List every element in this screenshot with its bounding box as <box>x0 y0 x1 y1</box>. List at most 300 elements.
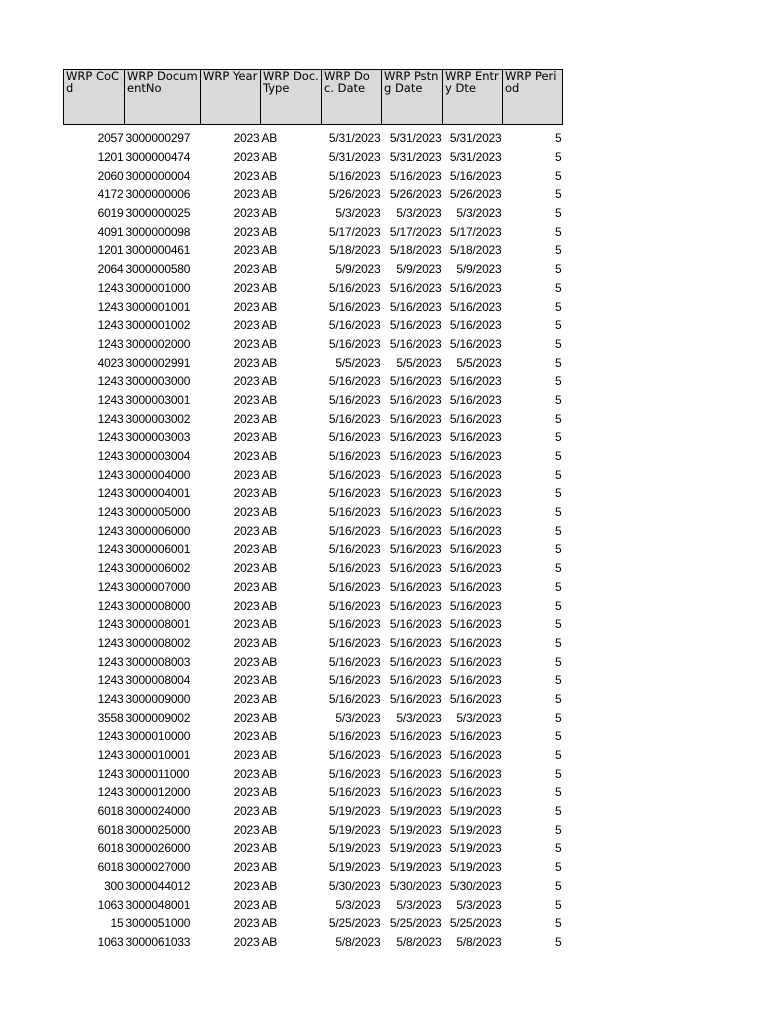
cell-period: 5 <box>555 523 562 538</box>
cell-cocd: 4023 <box>97 355 124 370</box>
cell-period: 5 <box>555 206 562 221</box>
cell-posting-date: 5/16/2023 <box>389 654 442 669</box>
cell-document-no: 3000000004 <box>125 168 191 183</box>
cell-doc-type: AB <box>261 934 278 949</box>
cell-doc-type: AB <box>261 561 278 576</box>
cell-doc-type: AB <box>261 168 278 183</box>
cell-entry-date: 5/30/2023 <box>449 878 502 893</box>
cell-document-no: 3000008001 <box>125 617 191 632</box>
cell-cocd: 1243 <box>97 617 124 632</box>
cell-year: 2023 <box>233 374 260 389</box>
cell-year: 2023 <box>233 392 260 407</box>
cell-posting-date: 5/31/2023 <box>389 150 442 165</box>
cell-document-no: 3000051000 <box>125 916 191 931</box>
cell-doc-type: AB <box>261 430 278 445</box>
table-row <box>64 615 563 634</box>
cell-year: 2023 <box>233 561 260 576</box>
cell-doc-type: AB <box>261 766 278 781</box>
cell-doc-date: 5/19/2023 <box>328 860 381 875</box>
cell-posting-date: 5/8/2023 <box>396 934 442 949</box>
cell-entry-date: 5/16/2023 <box>449 635 502 650</box>
cell-posting-date: 5/3/2023 <box>396 710 442 725</box>
cell-year: 2023 <box>233 336 260 351</box>
cell-posting-date: 5/16/2023 <box>389 467 442 482</box>
cell-cocd: 1243 <box>97 318 124 333</box>
cell-posting-date: 5/16/2023 <box>389 691 442 706</box>
cell-period: 5 <box>555 766 562 781</box>
cell-cocd: 6019 <box>97 206 124 221</box>
cell-document-no: 3000002991 <box>125 355 191 370</box>
cell-doc-date: 5/30/2023 <box>328 878 381 893</box>
cell-doc-type: AB <box>261 505 278 520</box>
header-doc-type: WRP Doc. Type <box>261 70 322 125</box>
cell-doc-date: 5/3/2023 <box>335 710 381 725</box>
cell-year: 2023 <box>233 934 260 949</box>
cell-document-no: 3000007000 <box>125 579 191 594</box>
cell-year: 2023 <box>233 748 260 763</box>
cell-period: 5 <box>555 878 562 893</box>
header-period: WRP Period <box>503 70 563 125</box>
cell-year: 2023 <box>233 542 260 557</box>
cell-period: 5 <box>555 168 562 183</box>
cell-doc-type: AB <box>261 691 278 706</box>
cell-doc-date: 5/19/2023 <box>328 841 381 856</box>
cell-doc-date: 5/18/2023 <box>328 243 381 258</box>
cell-doc-type: AB <box>261 299 278 314</box>
cell-year: 2023 <box>233 523 260 538</box>
table-row <box>64 428 563 447</box>
cell-doc-date: 5/26/2023 <box>328 187 381 202</box>
cell-cocd: 1243 <box>97 654 124 669</box>
header-cocd: WRP CoCd <box>64 70 125 125</box>
cell-period: 5 <box>555 150 562 165</box>
cell-entry-date: 5/16/2023 <box>449 579 502 594</box>
table-row <box>64 708 563 727</box>
header-posting-date: WRP Pstng Date <box>382 70 443 125</box>
cell-year: 2023 <box>233 878 260 893</box>
cell-year: 2023 <box>233 131 260 146</box>
cell-doc-date: 5/16/2023 <box>328 729 381 744</box>
cell-entry-date: 5/16/2023 <box>449 561 502 576</box>
cell-entry-date: 5/19/2023 <box>449 822 502 837</box>
cell-year: 2023 <box>233 804 260 819</box>
cell-year: 2023 <box>233 785 260 800</box>
cell-entry-date: 5/16/2023 <box>449 785 502 800</box>
cell-doc-type: AB <box>261 336 278 351</box>
cell-period: 5 <box>555 729 562 744</box>
cell-doc-date: 5/16/2023 <box>328 336 381 351</box>
cell-doc-date: 5/16/2023 <box>328 392 381 407</box>
cell-year: 2023 <box>233 841 260 856</box>
cell-document-no: 3000024000 <box>125 804 191 819</box>
cell-cocd: 1243 <box>97 449 124 464</box>
cell-document-no: 3000008003 <box>125 654 191 669</box>
cell-cocd: 1243 <box>97 579 124 594</box>
cell-cocd: 1243 <box>97 542 124 557</box>
cell-doc-type: AB <box>261 467 278 482</box>
table-row <box>64 690 563 709</box>
cell-period: 5 <box>555 635 562 650</box>
cell-year: 2023 <box>233 860 260 875</box>
cell-period: 5 <box>555 467 562 482</box>
cell-document-no: 3000026000 <box>125 841 191 856</box>
table-row <box>64 914 563 933</box>
cell-entry-date: 5/26/2023 <box>449 187 502 202</box>
cell-doc-date: 5/16/2023 <box>328 168 381 183</box>
header-row <box>64 70 563 125</box>
cell-entry-date: 5/3/2023 <box>456 206 502 221</box>
table-row <box>64 559 563 578</box>
cell-cocd: 1243 <box>97 635 124 650</box>
cell-document-no: 3000008002 <box>125 635 191 650</box>
cell-year: 2023 <box>233 654 260 669</box>
cell-entry-date: 5/16/2023 <box>449 617 502 632</box>
table-row <box>64 634 563 653</box>
cell-posting-date: 5/16/2023 <box>389 561 442 576</box>
cell-period: 5 <box>555 691 562 706</box>
cell-doc-type: AB <box>261 542 278 557</box>
cell-doc-type: AB <box>261 729 278 744</box>
cell-posting-date: 5/26/2023 <box>389 187 442 202</box>
cell-doc-type: AB <box>261 486 278 501</box>
cell-doc-date: 5/8/2023 <box>335 934 381 949</box>
header-doc-date: WRP Doc. Date <box>322 70 382 125</box>
cell-entry-date: 5/3/2023 <box>456 710 502 725</box>
cell-period: 5 <box>555 804 562 819</box>
table-row <box>64 148 563 167</box>
cell-entry-date: 5/16/2023 <box>449 449 502 464</box>
cell-doc-date: 5/19/2023 <box>328 804 381 819</box>
cell-cocd: 1243 <box>97 280 124 295</box>
cell-period: 5 <box>555 355 562 370</box>
cell-doc-type: AB <box>261 243 278 258</box>
cell-period: 5 <box>555 654 562 669</box>
table-row <box>64 802 563 821</box>
cell-document-no: 3000006001 <box>125 542 191 557</box>
cell-cocd: 1243 <box>97 785 124 800</box>
cell-cocd: 1243 <box>97 430 124 445</box>
cell-entry-date: 5/16/2023 <box>449 336 502 351</box>
cell-entry-date: 5/16/2023 <box>449 411 502 426</box>
cell-period: 5 <box>555 280 562 295</box>
cell-period: 5 <box>555 505 562 520</box>
cell-doc-date: 5/16/2023 <box>328 505 381 520</box>
cell-period: 5 <box>555 187 562 202</box>
cell-year: 2023 <box>233 318 260 333</box>
cell-period: 5 <box>555 579 562 594</box>
cell-entry-date: 5/17/2023 <box>449 224 502 239</box>
cell-document-no: 3000008004 <box>125 673 191 688</box>
cell-period: 5 <box>555 392 562 407</box>
table-row <box>64 372 563 391</box>
table-row <box>64 727 563 746</box>
cell-entry-date: 5/16/2023 <box>449 392 502 407</box>
cell-document-no: 3000003001 <box>125 392 191 407</box>
cell-cocd: 1243 <box>97 766 124 781</box>
cell-entry-date: 5/16/2023 <box>449 766 502 781</box>
cell-posting-date: 5/31/2023 <box>389 131 442 146</box>
cell-doc-date: 5/16/2023 <box>328 430 381 445</box>
cell-year: 2023 <box>233 617 260 632</box>
cell-period: 5 <box>555 299 562 314</box>
cell-doc-type: AB <box>261 878 278 893</box>
table-row <box>64 484 563 503</box>
cell-year: 2023 <box>233 598 260 613</box>
cell-cocd: 300 <box>104 878 124 893</box>
cell-doc-type: AB <box>261 411 278 426</box>
table-row <box>64 447 563 466</box>
cell-period: 5 <box>555 822 562 837</box>
cell-cocd: 1243 <box>97 392 124 407</box>
cell-document-no: 3000009002 <box>125 710 191 725</box>
cell-posting-date: 5/16/2023 <box>389 635 442 650</box>
cell-doc-date: 5/16/2023 <box>328 561 381 576</box>
cell-cocd: 1243 <box>97 748 124 763</box>
cell-posting-date: 5/16/2023 <box>389 299 442 314</box>
cell-period: 5 <box>555 710 562 725</box>
cell-entry-date: 5/16/2023 <box>449 654 502 669</box>
cell-cocd: 6018 <box>97 841 124 856</box>
cell-year: 2023 <box>233 280 260 295</box>
cell-doc-type: AB <box>261 523 278 538</box>
cell-doc-type: AB <box>261 598 278 613</box>
table-row <box>64 185 563 204</box>
cell-period: 5 <box>555 243 562 258</box>
cell-period: 5 <box>555 449 562 464</box>
table-row <box>64 129 563 148</box>
cell-period: 5 <box>555 486 562 501</box>
cell-doc-type: AB <box>261 860 278 875</box>
cell-period: 5 <box>555 374 562 389</box>
cell-doc-date: 5/9/2023 <box>335 262 381 277</box>
cell-posting-date: 5/16/2023 <box>389 729 442 744</box>
cell-doc-date: 5/16/2023 <box>328 691 381 706</box>
cell-cocd: 1243 <box>97 299 124 314</box>
cell-cocd: 4091 <box>97 224 124 239</box>
cell-cocd: 1243 <box>97 673 124 688</box>
cell-period: 5 <box>555 617 562 632</box>
cell-document-no: 3000048001 <box>125 897 191 912</box>
cell-year: 2023 <box>233 710 260 725</box>
cell-document-no: 3000044012 <box>125 878 191 893</box>
cell-cocd: 2060 <box>97 168 124 183</box>
cell-document-no: 3000005000 <box>125 505 191 520</box>
cell-document-no: 3000000474 <box>125 150 191 165</box>
cell-cocd: 1243 <box>97 486 124 501</box>
table-row <box>64 877 563 896</box>
cell-entry-date: 5/16/2023 <box>449 467 502 482</box>
cell-document-no: 3000003003 <box>125 430 191 445</box>
cell-posting-date: 5/16/2023 <box>389 505 442 520</box>
cell-posting-date: 5/16/2023 <box>389 748 442 763</box>
cell-doc-date: 5/16/2023 <box>328 673 381 688</box>
cell-document-no: 3000009000 <box>125 691 191 706</box>
cell-period: 5 <box>555 224 562 239</box>
cell-posting-date: 5/19/2023 <box>389 804 442 819</box>
document-table <box>63 69 563 951</box>
cell-period: 5 <box>555 748 562 763</box>
cell-doc-date: 5/3/2023 <box>335 897 381 912</box>
cell-cocd: 4172 <box>97 187 124 202</box>
cell-posting-date: 5/16/2023 <box>389 449 442 464</box>
cell-posting-date: 5/3/2023 <box>396 206 442 221</box>
cell-year: 2023 <box>233 430 260 445</box>
cell-cocd: 1243 <box>97 561 124 576</box>
cell-doc-type: AB <box>261 206 278 221</box>
cell-doc-date: 5/16/2023 <box>328 617 381 632</box>
table-row <box>64 652 563 671</box>
cell-doc-date: 5/25/2023 <box>328 916 381 931</box>
table-row <box>64 503 563 522</box>
cell-year: 2023 <box>233 411 260 426</box>
header-document-no: WRP DocumentNo <box>125 70 201 125</box>
cell-doc-date: 5/17/2023 <box>328 224 381 239</box>
cell-posting-date: 5/16/2023 <box>389 523 442 538</box>
cell-posting-date: 5/30/2023 <box>389 878 442 893</box>
header-entry-date: WRP Entry Dte <box>443 70 503 125</box>
cell-year: 2023 <box>233 635 260 650</box>
cell-entry-date: 5/5/2023 <box>456 355 502 370</box>
cell-entry-date: 5/18/2023 <box>449 243 502 258</box>
cell-doc-date: 5/16/2023 <box>328 766 381 781</box>
cell-doc-date: 5/3/2023 <box>335 206 381 221</box>
cell-document-no: 3000004001 <box>125 486 191 501</box>
cell-year: 2023 <box>233 729 260 744</box>
cell-doc-type: AB <box>261 318 278 333</box>
cell-document-no: 3000000297 <box>125 131 191 146</box>
cell-document-no: 3000010001 <box>125 748 191 763</box>
cell-document-no: 3000008000 <box>125 598 191 613</box>
cell-entry-date: 5/16/2023 <box>449 486 502 501</box>
cell-cocd: 1243 <box>97 729 124 744</box>
table-row <box>64 933 563 952</box>
cell-period: 5 <box>555 897 562 912</box>
cell-doc-type: AB <box>261 280 278 295</box>
cell-doc-type: AB <box>261 449 278 464</box>
table-body <box>64 129 563 951</box>
cell-entry-date: 5/16/2023 <box>449 542 502 557</box>
cell-year: 2023 <box>233 486 260 501</box>
cell-year: 2023 <box>233 206 260 221</box>
cell-doc-type: AB <box>261 635 278 650</box>
cell-posting-date: 5/16/2023 <box>389 430 442 445</box>
cell-document-no: 3000006002 <box>125 561 191 576</box>
cell-cocd: 1243 <box>97 523 124 538</box>
cell-posting-date: 5/19/2023 <box>389 860 442 875</box>
cell-year: 2023 <box>233 897 260 912</box>
cell-cocd: 6018 <box>97 804 124 819</box>
cell-document-no: 3000061033 <box>125 934 191 949</box>
cell-year: 2023 <box>233 168 260 183</box>
cell-document-no: 3000027000 <box>125 860 191 875</box>
cell-entry-date: 5/3/2023 <box>456 897 502 912</box>
cell-year: 2023 <box>233 505 260 520</box>
table-row <box>64 297 563 316</box>
cell-period: 5 <box>555 262 562 277</box>
table-row <box>64 279 563 298</box>
table-row <box>64 783 563 802</box>
cell-document-no: 3000011000 <box>125 766 190 781</box>
cell-doc-date: 5/16/2023 <box>328 299 381 314</box>
table-row <box>64 166 563 185</box>
cell-doc-type: AB <box>261 374 278 389</box>
cell-year: 2023 <box>233 579 260 594</box>
cell-posting-date: 5/16/2023 <box>389 617 442 632</box>
cell-document-no: 3000006000 <box>125 523 191 538</box>
cell-document-no: 3000001001 <box>125 299 191 314</box>
cell-entry-date: 5/19/2023 <box>449 841 502 856</box>
cell-document-no: 3000003000 <box>125 374 191 389</box>
cell-doc-type: AB <box>261 131 278 146</box>
cell-posting-date: 5/17/2023 <box>389 224 442 239</box>
cell-posting-date: 5/16/2023 <box>389 598 442 613</box>
cell-period: 5 <box>555 318 562 333</box>
cell-document-no: 3000004000 <box>125 467 191 482</box>
cell-year: 2023 <box>233 243 260 258</box>
cell-year: 2023 <box>233 355 260 370</box>
cell-document-no: 3000010000 <box>125 729 191 744</box>
cell-year: 2023 <box>233 262 260 277</box>
table-row <box>64 764 563 783</box>
table-row <box>64 540 563 559</box>
cell-doc-date: 5/31/2023 <box>328 150 381 165</box>
cell-cocd: 1201 <box>97 150 124 165</box>
cell-cocd: 1243 <box>97 336 124 351</box>
cell-doc-type: AB <box>261 804 278 819</box>
cell-year: 2023 <box>233 187 260 202</box>
cell-document-no: 3000000461 <box>125 243 191 258</box>
cell-doc-type: AB <box>261 673 278 688</box>
cell-entry-date: 5/31/2023 <box>449 150 502 165</box>
cell-entry-date: 5/16/2023 <box>449 280 502 295</box>
cell-cocd: 1243 <box>97 691 124 706</box>
table-row <box>64 353 563 372</box>
table-row <box>64 839 563 858</box>
cell-entry-date: 5/16/2023 <box>449 430 502 445</box>
cell-period: 5 <box>555 131 562 146</box>
cell-year: 2023 <box>233 449 260 464</box>
cell-entry-date: 5/16/2023 <box>449 374 502 389</box>
cell-doc-date: 5/16/2023 <box>328 374 381 389</box>
cell-cocd: 1243 <box>97 411 124 426</box>
cell-period: 5 <box>555 916 562 931</box>
cell-posting-date: 5/16/2023 <box>389 486 442 501</box>
cell-year: 2023 <box>233 673 260 688</box>
cell-cocd: 6018 <box>97 860 124 875</box>
cell-entry-date: 5/16/2023 <box>449 691 502 706</box>
cell-period: 5 <box>555 841 562 856</box>
cell-posting-date: 5/16/2023 <box>389 168 442 183</box>
cell-posting-date: 5/9/2023 <box>396 262 442 277</box>
table-row <box>64 465 563 484</box>
header-year: WRP Year <box>201 70 261 125</box>
table-row <box>64 260 563 279</box>
cell-entry-date: 5/31/2023 <box>449 131 502 146</box>
cell-cocd: 1063 <box>97 934 124 949</box>
cell-posting-date: 5/25/2023 <box>389 916 442 931</box>
cell-year: 2023 <box>233 822 260 837</box>
table-row <box>64 241 563 260</box>
cell-doc-date: 5/31/2023 <box>328 131 381 146</box>
cell-posting-date: 5/5/2023 <box>396 355 442 370</box>
table-row <box>64 335 563 354</box>
cell-entry-date: 5/9/2023 <box>456 262 502 277</box>
cell-doc-type: AB <box>261 841 278 856</box>
cell-doc-type: AB <box>261 748 278 763</box>
table-row <box>64 820 563 839</box>
cell-posting-date: 5/16/2023 <box>389 280 442 295</box>
cell-cocd: 1243 <box>97 598 124 613</box>
